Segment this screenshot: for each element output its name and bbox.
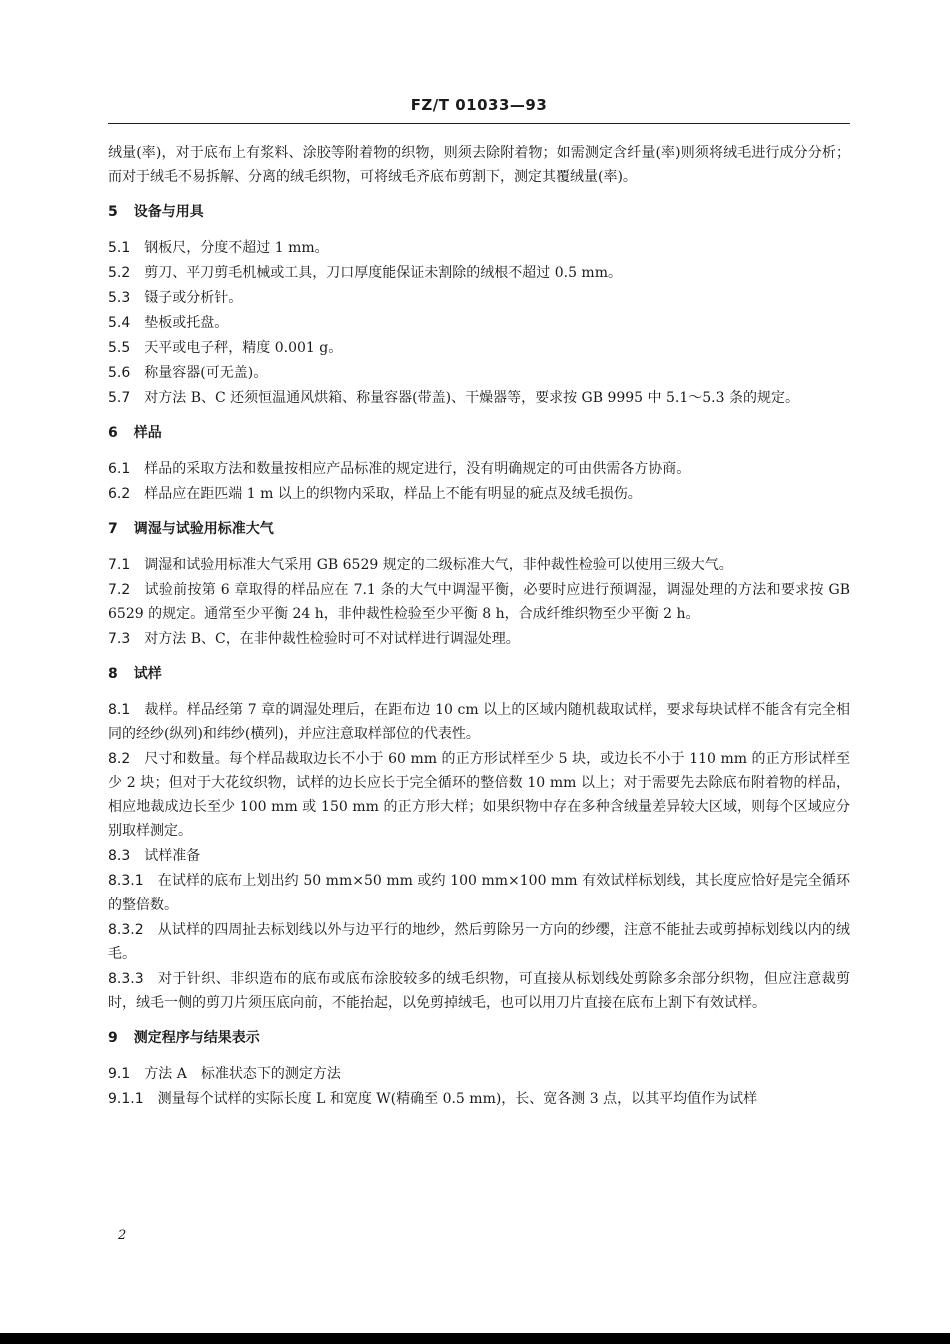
section-heading [108, 517, 850, 541]
clause-paragraph [108, 698, 850, 746]
section-title: 试样 [133, 666, 162, 682]
clause-number: 5.3 [108, 290, 131, 306]
header-rule [108, 123, 850, 124]
clause-number: 6.1 [108, 461, 131, 477]
clause-paragraph [108, 553, 850, 577]
clause-text: 垫板或托盘。 [144, 315, 229, 331]
clause-text: 裁样。样品经第 7 章的调湿处理后，在距布边 10 cm 以上的区域内随机裁取试样，要求每块试样不能含有完全相同的经纱(纵列)和纬纱(横列)，并应注意取样部位的代表性。 [108, 702, 850, 742]
clause-text: 调湿和试验用标准大气采用 GB 6529 规定的二级标准大气，非仲裁性检验可以使用三级大气。 [144, 557, 733, 573]
clause-paragraph [108, 918, 850, 966]
clause-text: 绒量(率)，对于底布上有浆料、涂胶等附着物的织物，则须去除附着物；如需测定含纤量(率)则须将绒毛进行成分分析；而对于绒毛不易拆解、分离的绒毛织物，可将绒毛齐底布剪割下，测定其覆绒量(率)。 [108, 145, 850, 185]
section-title: 调湿与试验用标准大气 [133, 521, 274, 537]
clause-text: 方法 A 标准状态下的测定方法 [144, 1066, 341, 1082]
clause-paragraph [108, 578, 850, 626]
clause-text: 对方法 B、C 还须恒温通风烘箱、称量容器(带盖)、干燥器等，要求按 GB 9995 中 5.1～5.3 条的规定。 [144, 390, 799, 406]
clause-number: 7.2 [108, 582, 131, 598]
section-heading [108, 662, 850, 686]
clause-text: 测量每个试样的实际长度 L 和宽度 W(精确至 0.5 mm)，长、宽各测 3 点，以其平均值作为试样 [157, 1091, 758, 1107]
section-heading [108, 200, 850, 224]
clause-number: 8.3.1 [108, 873, 144, 889]
clause-text: 剪刀、平刀剪毛机械或工具，刀口厚度能保证未割除的绒根不超过 0.5 mm。 [144, 265, 622, 281]
clause-number: 5.5 [108, 340, 131, 356]
clause-text: 对方法 B、C，在非仲裁性检验时可不对试样进行调湿处理。 [144, 631, 520, 647]
clause-number: 9.1.1 [108, 1091, 144, 1107]
clause-paragraph [108, 482, 850, 506]
clause-paragraph [108, 627, 850, 651]
clause-text: 从试样的四周扯去标划线以外与边平行的地纱，然后剪除另一方向的纱缨，注意不能扯去或剪掉标划线以内的绒毛。 [108, 922, 850, 962]
clause-text: 称量容器(可无盖)。 [144, 365, 268, 381]
clause-paragraph [108, 141, 850, 189]
clause-paragraph [108, 286, 850, 310]
section-title: 样品 [133, 425, 162, 441]
clause-text: 试验前按第 6 章取得的样品应在 7.1 条的大气中调湿平衡，必要时应进行预调湿，调湿处理的方法和要求按 GB 6529 的规定。通常至少平衡 24 h，非仲裁性检验至少平衡 8 h，合成纤维织物至少平衡 2 h。 [108, 582, 850, 622]
clause-paragraph [108, 361, 850, 385]
clause-number: 7.1 [108, 557, 131, 573]
clause-paragraph [108, 261, 850, 285]
clause-number: 5 [108, 204, 118, 220]
clause-number: 7 [108, 521, 118, 537]
clause-text: 在试样的底布上划出约 50 mm×50 mm 或约 100 mm×100 mm 有效试样标划线，其长度应恰好是完全循环的整倍数。 [108, 873, 850, 913]
section-heading [108, 1026, 850, 1050]
clause-paragraph [108, 311, 850, 335]
clause-number: 5.2 [108, 265, 131, 281]
clause-paragraph [108, 1087, 850, 1111]
clause-text: 试样准备 [144, 848, 201, 864]
clause-text: 对于针织、非织造布的底布或底布涂胶较多的绒毛织物，可直接从标划线处剪除多余部分织物，但应注意裁剪时，绒毛一侧的剪刀片须压底向前，不能抬起，以免剪掉绒毛，也可以用刀片直接在底布上割下有效试样。 [108, 971, 850, 1011]
clause-number: 5.7 [108, 390, 131, 406]
standard-code-header: FZ/T 01033—93 [410, 96, 548, 114]
clause-number: 9.1 [108, 1066, 131, 1082]
clause-number: 8.3 [108, 848, 131, 864]
clause-number: 8.3.3 [108, 971, 144, 987]
clause-text: 样品应在距匹端 1 m 以上的织物内采取，样品上不能有明显的疵点及绒毛损伤。 [144, 486, 642, 502]
clause-number: 8.1 [108, 702, 131, 718]
clause-number: 5.1 [108, 240, 131, 256]
clause-number: 5.6 [108, 365, 131, 381]
clause-text: 天平或电子秤，精度 0.001 g。 [144, 340, 343, 356]
clause-paragraph [108, 236, 850, 260]
clause-number: 8.3.2 [108, 922, 144, 938]
section-heading [108, 421, 850, 445]
clause-paragraph [108, 869, 850, 917]
clause-paragraph [108, 457, 850, 481]
clause-number: 9 [108, 1030, 118, 1046]
clause-paragraph [108, 967, 850, 1015]
clause-text: 镊子或分析针。 [144, 290, 243, 306]
clause-number: 6 [108, 425, 118, 441]
clause-number: 8 [108, 666, 118, 682]
clause-paragraph [108, 747, 850, 843]
document-body [108, 141, 850, 1112]
clause-paragraph [108, 1062, 850, 1086]
clause-text: 钢板尺，分度不超过 1 mm。 [144, 240, 329, 256]
clause-number: 8.2 [108, 751, 131, 767]
clause-text: 样品的采取方法和数量按相应产品标准的规定进行，没有明确规定的可由供需各方协商。 [144, 461, 691, 477]
clause-text: 尺寸和数量。每个样品裁取边长不小于 60 mm 的正方形试样至少 5 块，或边长不小于 110 mm 的正方形试样至少 2 块；但对于大花纹织物，试样的边长应长于完全循环的整倍数 10 mm 以上；对于需要先去除底布附着物的样品，相应地裁成边长至少 100 mm 或 150 mm 的正方形大样；如果织物中存在多种含绒量差异较大区域，则每个区域应分别取样测定。 [108, 751, 850, 839]
page-number: 2 [118, 1228, 127, 1243]
clause-number: 6.2 [108, 486, 131, 502]
clause-paragraph [108, 386, 850, 410]
clause-number: 7.3 [108, 631, 131, 647]
clause-paragraph [108, 336, 850, 360]
scan-bottom-border [0, 1333, 950, 1344]
clause-number: 5.4 [108, 315, 131, 331]
clause-paragraph [108, 844, 850, 868]
section-title: 测定程序与结果表示 [133, 1030, 260, 1046]
section-title: 设备与用具 [133, 204, 204, 220]
